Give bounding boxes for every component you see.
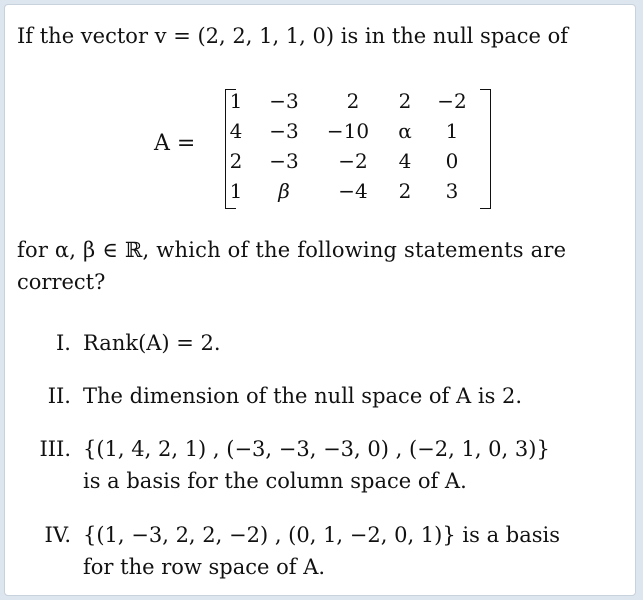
question-intro: If the vector v = (2, 2, 1, 1, 0) is in the null space of <box>17 24 569 48</box>
matrix-cell: −3 <box>269 119 299 143</box>
statement-numeral: I. <box>56 331 71 355</box>
matrix-cell: 1 <box>229 179 243 203</box>
matrix-cell: −3 <box>269 89 299 113</box>
matrix-cell: −3 <box>269 149 299 173</box>
statement-text: {(1, 4, 2, 1) , (−3, −3, −3, 0) , (−2, 1, 0, 3)} <box>83 437 550 461</box>
matrix-label: A = <box>154 131 196 156</box>
matrix-cell: 2 <box>346 89 360 113</box>
matrix-cell: −2 <box>338 149 368 173</box>
matrix-cell: −4 <box>338 179 368 203</box>
matrix-cell: 2 <box>398 179 412 203</box>
matrix-cell: −10 <box>326 119 370 143</box>
matrix-cell: 1 <box>445 119 459 143</box>
statement-text: for the row space of A. <box>83 555 326 579</box>
statement-text: {(1, −3, 2, 2, −2) , (0, 1, −2, 0, 1)} is a basis <box>83 523 560 547</box>
matrix-cell: 0 <box>445 149 459 173</box>
matrix-cell: 2 <box>229 149 243 173</box>
question-card <box>4 4 636 596</box>
question-condition: for α, β ∈ ℝ, which of the following statements are <box>17 238 567 262</box>
statement-numeral: IV. <box>44 523 71 547</box>
statement-text: The dimension of the null space of A is 2. <box>83 384 523 408</box>
matrix-cell: 4 <box>229 119 243 143</box>
matrix-A <box>225 89 491 209</box>
question-prompt: correct? <box>17 270 106 294</box>
matrix-cell: 4 <box>398 149 412 173</box>
matrix-cell: 3 <box>445 179 459 203</box>
matrix-cell: 2 <box>398 89 412 113</box>
statement-text: Rank(A) = 2. <box>83 331 221 355</box>
matrix-cell: −2 <box>437 89 467 113</box>
matrix-cell: α <box>398 119 412 143</box>
statement-numeral: III. <box>39 437 71 461</box>
statement-numeral: II. <box>47 384 71 408</box>
matrix-right-bracket <box>480 89 491 209</box>
matrix-cell: 1 <box>229 89 243 113</box>
statement-text: is a basis for the column space of A. <box>83 469 467 493</box>
matrix-cell: β <box>278 179 290 203</box>
